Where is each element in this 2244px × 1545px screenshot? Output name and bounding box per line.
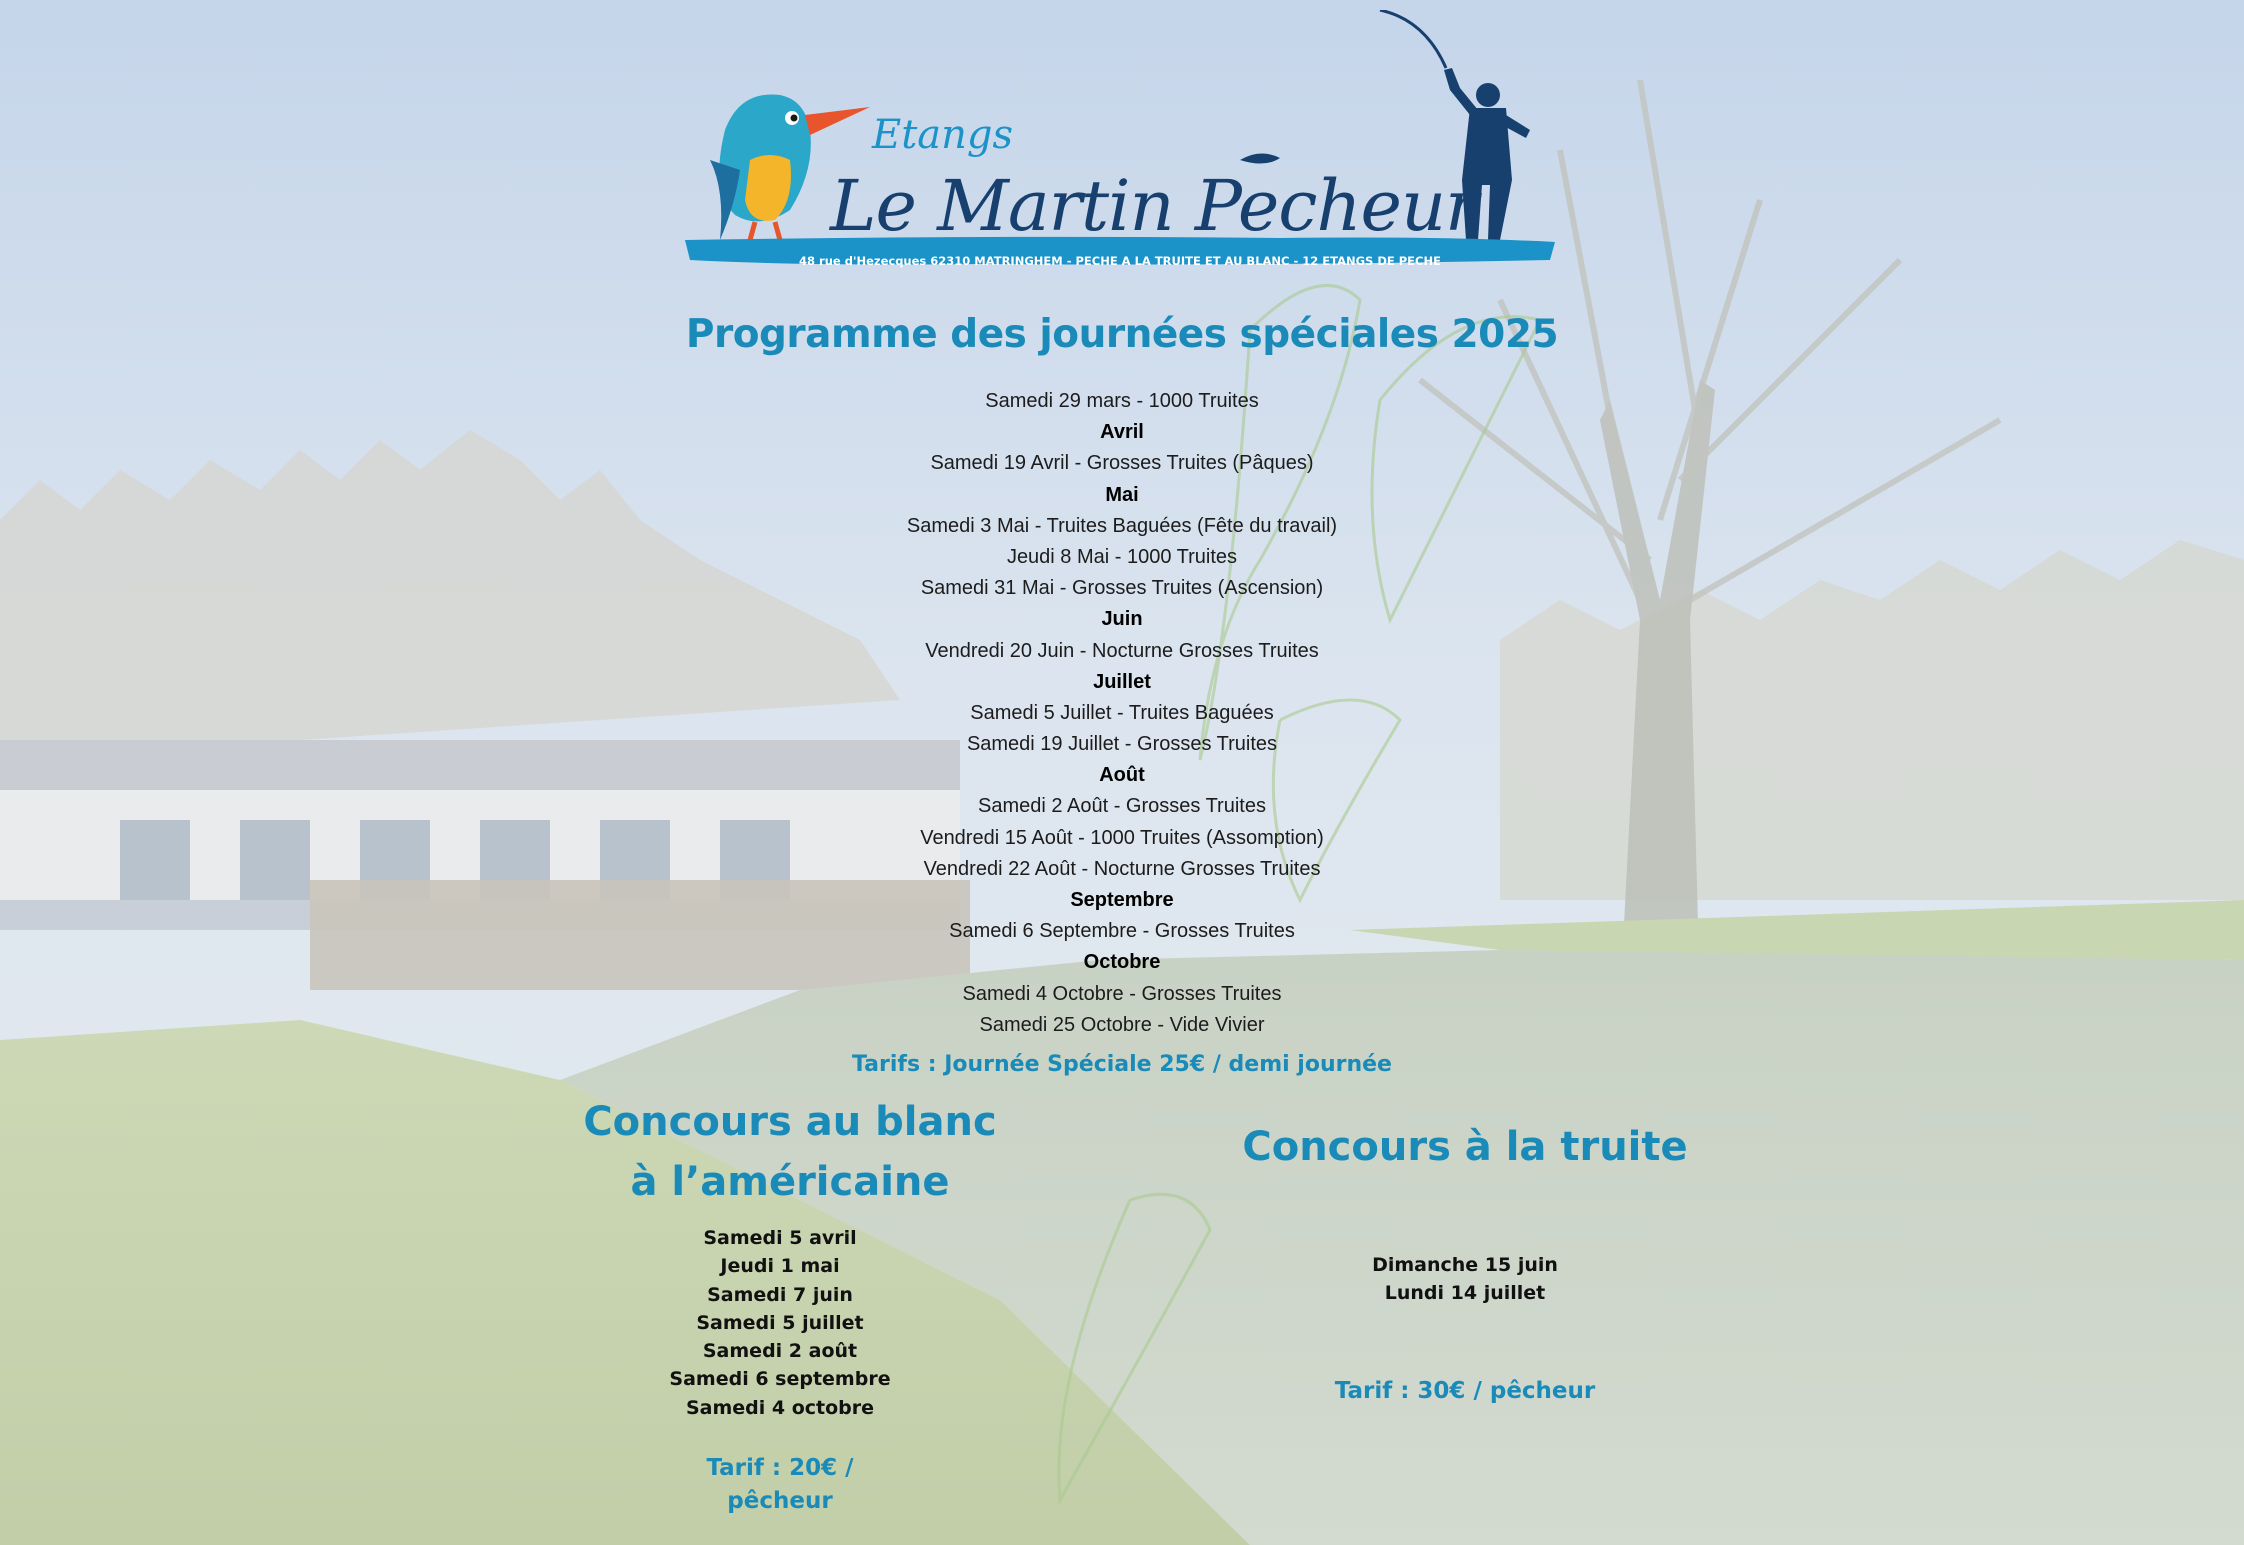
logo-etangs-text: Etangs [872, 112, 1014, 158]
program-month-heading: Septembre [1070, 889, 1174, 911]
logo-strapline: 48 rue d'Hezecques 62310 MATRINGHEM - PECHE A LA TRUITE ET AU BLANC - 12 ETANGS DE PECHE [799, 254, 1441, 268]
concours-blanc-dates [580, 1224, 980, 1422]
program-event: Samedi 19 Juillet - Grosses Truites [966, 733, 1278, 756]
concours-blanc-date: Samedi 6 septembre [669, 1368, 891, 1391]
concours-truite-dates [1265, 1251, 1665, 1308]
concours-truite-date: Lundi 14 juillet [1384, 1282, 1546, 1305]
concours-blanc-tarif-line2: pêcheur [727, 1488, 833, 1514]
program-month-heading: Avril [1100, 421, 1144, 444]
fishing-rod-icon [1380, 10, 1446, 68]
program-list [722, 386, 1522, 1041]
program-event: Samedi 29 mars - 1000 Truites [985, 390, 1259, 412]
fish-icon [1240, 153, 1280, 163]
concours-blanc-date: Samedi 2 août [702, 1340, 858, 1363]
program-event: Samedi 5 Juillet - Truites Baguées [970, 701, 1274, 724]
program-month-heading: Octobre [1083, 951, 1161, 974]
concours-blanc-title-line2: à l’américaine [630, 1159, 950, 1205]
concours-blanc-title-line1: Concours au blanc [583, 1099, 997, 1145]
concours-blanc-date: Samedi 4 octobre [685, 1396, 875, 1419]
program-month-heading: Juin [1101, 608, 1143, 631]
program-event: Vendredi 20 Juin - Nocturne Grosses Truites [925, 639, 1319, 662]
program-title: Programme des journées spéciales 2025 [685, 312, 1559, 357]
program-event: Samedi 19 Avril - Grosses Truites (Pâques) [930, 452, 1314, 475]
program-event: Vendredi 15 Août - 1000 Truites (Assomption) [920, 826, 1324, 849]
special-day-tarif: Tarifs : Journée Spéciale 25€ / demi journée [852, 1052, 1392, 1077]
program-event: Vendredi 22 Août - Nocturne Grosses Truites [923, 857, 1321, 880]
concours-truite-title: Concours à la truite [1242, 1124, 1688, 1170]
logo [680, 10, 1560, 275]
concours-truite-tarif: Tarif : 30€ / pêcheur [1334, 1378, 1596, 1404]
concours-blanc-date: Samedi 5 avril [703, 1227, 857, 1249]
logo-name-text: Le Martin Pecheur [830, 165, 1478, 247]
concours-blanc-date: Samedi 5 juillet [696, 1311, 864, 1334]
program-event: Samedi 6 Septembre - Grosses Truites [949, 920, 1295, 943]
program-event: Samedi 31 Mai - Grosses Truites (Ascension) [920, 577, 1324, 600]
program-event: Samedi 3 Mai - Truites Baguées (Fête du travail) [906, 514, 1338, 537]
program-event: Samedi 25 Octobre - Vide Vivier [979, 1013, 1265, 1036]
program-event: Samedi 4 Octobre - Grosses Truites [962, 982, 1282, 1005]
concours-blanc-tarif [620, 1452, 940, 1518]
program-month-heading: Juillet [1093, 670, 1151, 693]
program-event: Jeudi 8 Mai - 1000 Truites [1006, 545, 1238, 568]
concours-truite-date: Dimanche 15 juin [1372, 1254, 1558, 1276]
program-month-heading: Mai [1105, 483, 1139, 506]
concours-blanc-tarif-line1: Tarif : 20€ / [706, 1455, 854, 1481]
concours-blanc-title [560, 1092, 1020, 1212]
program-month-heading: Août [1099, 764, 1145, 787]
concours-blanc-date: Jeudi 1 mai [720, 1255, 840, 1278]
concours-blanc-date: Samedi 7 juin [707, 1283, 853, 1306]
program-event: Samedi 2 Août - Grosses Truites [978, 795, 1266, 818]
